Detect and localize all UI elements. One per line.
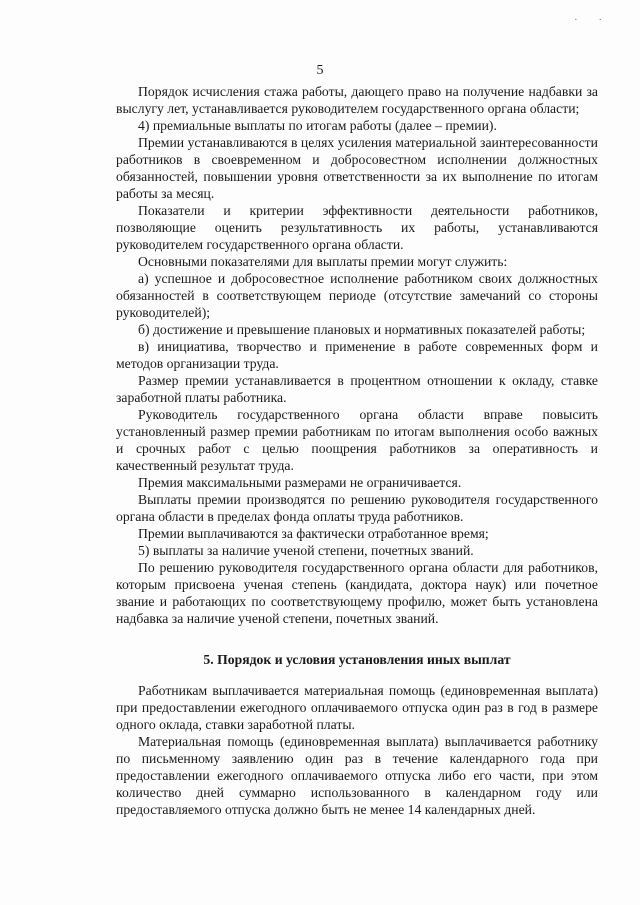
paragraph-bonus-decision: Выплаты премии производятся по решению руководителя государственного органа области в пределах фонда оплаты труда работников.	[116, 492, 598, 524]
paragraph-bonus-payments: 4) премиальные выплаты по итогам работы (далее – премии).	[138, 118, 497, 133]
paragraph-bonus-size: Размер премии устанавливается в процентном отношении к окладу, ставке заработной платы работника.	[116, 373, 598, 405]
paragraph-material-aid-conditions: Материальная помощь (единовременная выплата) выплачивается работнику по письменному заявлению один раз в течение календарного года при предоставлении ежегодного оплачиваемого отпуска либо его части, при этом количество дней суммарно использованного в календарном году или предоставляемого отпуска должно быть не менее 14 календарных дней.	[116, 734, 598, 817]
paragraph-bonus-unlimited: Премия максимальными размерами не ограничивается.	[138, 475, 462, 490]
document-body	[116, 83, 598, 818]
paragraph-bonus-increase: Руководитель государственного органа области вправе повысить установленный размер премии работникам по итогам выполнения особо важных и срочных работ с целью поощрения работников за оперативность и качественный результат труда.	[116, 407, 598, 473]
paragraph-performance-criteria: Показатели и критерии эффективности деятельности работников, позволяющие оценить результативность их работы, устанавливаются руководителем государственного органа области.	[116, 203, 598, 252]
paragraph-indicator-a: а) успешное и добросовестное исполнение работником своих должностных обязанностей в соответствующем периоде (отсутствие замечаний со стороны руководителей);	[116, 271, 598, 320]
paragraph-seniority-order: Порядок исчисления стажа работы, дающего право на получение надбавки за выслугу лет, устанавливается руководителем государственного органа области;	[116, 84, 598, 116]
paragraph-indicator-c: в) инициатива, творчество и применение в работе современных форм и методов организации труда.	[116, 339, 598, 371]
paragraph-main-indicators: Основными показателями для выплаты премии могут служить:	[138, 254, 508, 269]
section-heading: 5. Порядок и условия установления иных выплат	[203, 652, 511, 667]
page-number: 5	[316, 63, 324, 78]
paragraph-indicator-b: б) достижение и превышение плановых и нормативных показателей работы;	[138, 322, 586, 337]
paragraph-degree-payments: 5) выплаты за наличие ученой степени, почетных званий.	[138, 543, 474, 558]
paragraph-material-aid: Работникам выплачивается материальная помощь (единовременная выплата) при предоставлении ежегодного оплачиваемого отпуска один раз в год в размере одного оклада, ставки заработной платы.	[116, 683, 598, 732]
scan-specks: · ·	[574, 14, 612, 26]
paragraph-degree-allowance: По решению руководителя государственного органа области для работников, которым присвоена ученая степень (кандидата, доктора наук) или почетное звание и работающих по соответствующему профилю, может быть установлена надбавка за наличие ученой степени, почетных званий.	[116, 560, 598, 626]
paragraph-bonus-purpose: Премии устанавливаются в целях усиления материальной заинтересованности работников в своевременном и добросовестном исполнении должностных обязанностей, повышении уровня ответственности за их выполнение по итогам работы за месяц.	[116, 135, 598, 201]
paragraph-bonus-time: Премии выплачиваются за фактически отработанное время;	[138, 526, 489, 541]
